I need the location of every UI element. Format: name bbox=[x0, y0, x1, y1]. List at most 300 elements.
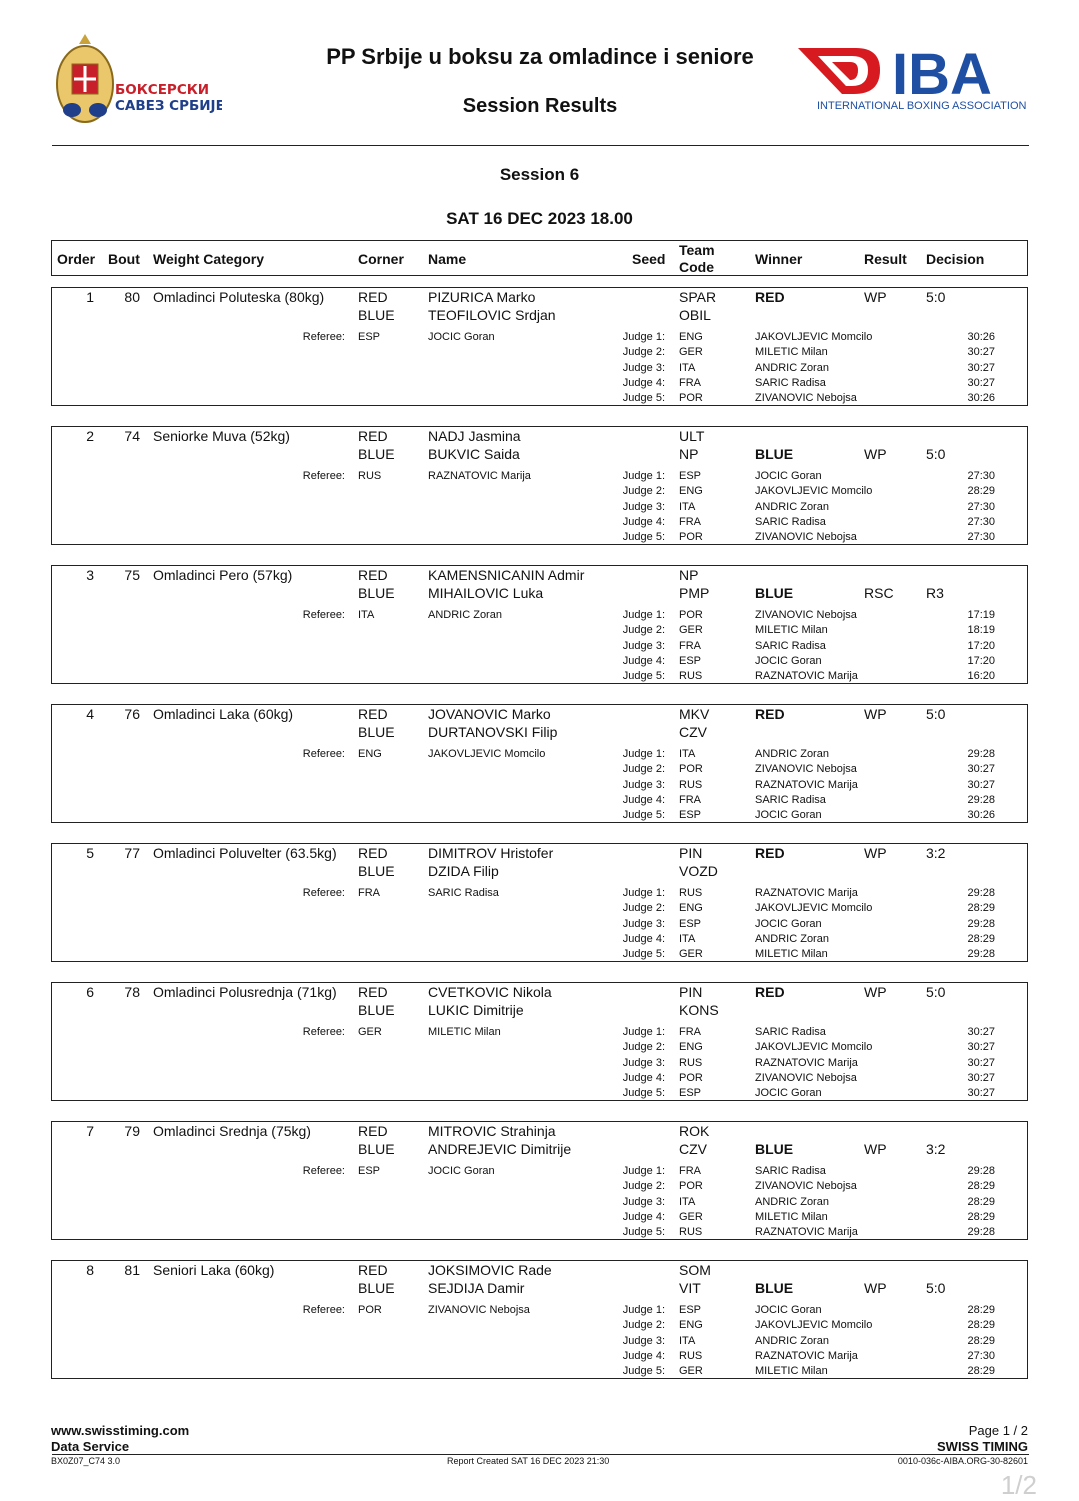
corner-blue: BLUE bbox=[358, 863, 395, 879]
judge-name: JAKOVLJEVIC Momcilo bbox=[755, 485, 873, 498]
corner-blue: BLUE bbox=[358, 724, 395, 740]
red-boxer-name: DIMITROV Hristofer bbox=[428, 845, 554, 861]
col-decision: Decision bbox=[926, 251, 985, 267]
judge-name: ZIVANOVIC Nebojsa bbox=[755, 609, 857, 621]
judge-score: 27:30 bbox=[967, 500, 995, 513]
winner: RED bbox=[755, 984, 785, 1000]
bout-number: 80 bbox=[124, 289, 140, 305]
bout-number: 81 bbox=[124, 1262, 140, 1278]
judge-country: ESP bbox=[679, 1087, 702, 1100]
red-team-code: SOM bbox=[679, 1262, 711, 1278]
blue-boxer-name: TEOFILOVIC Srdjan bbox=[428, 307, 556, 323]
blue-boxer-name: ANDREJEVIC Dimitrije bbox=[428, 1141, 572, 1157]
judge-name: ANDRIC Zoran bbox=[755, 500, 829, 513]
referee-name: JAKOVLJEVIC Momcilo bbox=[428, 748, 546, 760]
corner-blue: BLUE bbox=[358, 1280, 395, 1296]
judge-score: 30:27 bbox=[967, 778, 995, 791]
judge-score: 28:29 bbox=[967, 932, 995, 945]
judge-score: 30:26 bbox=[967, 809, 995, 822]
judge-score: 29:28 bbox=[967, 917, 995, 930]
judge-country: ITA bbox=[679, 500, 696, 513]
winner: BLUE bbox=[755, 446, 794, 462]
judge-label: Judge 5: bbox=[622, 670, 665, 683]
referee-label: Referee: bbox=[302, 609, 345, 621]
col-winner: Winner bbox=[755, 251, 803, 267]
judge-name: RAZNATOVIC Marija bbox=[755, 1056, 858, 1069]
judge-name: MILETIC Milan bbox=[755, 1365, 828, 1378]
red-boxer-name: PIZURICA Marko bbox=[428, 289, 536, 305]
red-boxer-name: KAMENSNICANIN Admir bbox=[428, 567, 585, 583]
blue-team-code: VOZD bbox=[679, 863, 718, 879]
referee-name: MILETIC Milan bbox=[428, 1026, 501, 1038]
blue-team-code: KONS bbox=[679, 1002, 719, 1018]
judge-name: JOCIC Goran bbox=[755, 1304, 822, 1316]
judge-country: ESP bbox=[679, 809, 702, 822]
judge-name: ZIVANOVIC Nebojsa bbox=[755, 392, 857, 405]
judge-score: 30:27 bbox=[967, 1071, 995, 1084]
blue-boxer-name: DURTANOVSKI Filip bbox=[428, 724, 558, 740]
blue-team-code: NP bbox=[679, 446, 699, 462]
referee-label: Referee: bbox=[302, 887, 345, 899]
judge-name: SARIC Radisa bbox=[755, 515, 826, 528]
judge-label: Judge 5: bbox=[622, 809, 665, 822]
judge-name: SARIC Radisa bbox=[755, 1026, 826, 1038]
judge-country: ITA bbox=[679, 1195, 696, 1208]
weight-category: Omladinci Pero (57kg) bbox=[153, 567, 293, 583]
judge-name: JAKOVLJEVIC Momcilo bbox=[755, 1319, 873, 1332]
judge-label: Judge 3: bbox=[622, 361, 665, 374]
judge-label: Judge 2: bbox=[622, 1041, 665, 1054]
bout-block bbox=[51, 565, 1028, 684]
referee-country: ESP bbox=[358, 1165, 381, 1177]
judge-label: Judge 1: bbox=[622, 470, 665, 482]
judge-score: 30:27 bbox=[967, 1056, 995, 1069]
referee-country: POR bbox=[358, 1304, 382, 1316]
judge-name: JAKOVLJEVIC Momcilo bbox=[755, 1041, 873, 1054]
red-team-code: PIN bbox=[679, 984, 703, 1000]
judge-country: GER bbox=[679, 624, 703, 637]
judge-label: Judge 2: bbox=[622, 624, 665, 637]
judge-label: Judge 1: bbox=[622, 887, 665, 899]
footer-doc-code: 0010-036c-AIBA.ORG-30-82601 bbox=[897, 1456, 1028, 1466]
col-team: Team bbox=[679, 242, 715, 258]
judge-country: ITA bbox=[679, 1334, 696, 1347]
bout-block bbox=[51, 287, 1028, 406]
judge-country: RUS bbox=[679, 778, 703, 791]
footer-code: BX0Z07_C74 3.0 bbox=[51, 1456, 121, 1466]
footer-swiss-timing: SWISS TIMING bbox=[937, 1439, 1028, 1454]
judge-country: ENG bbox=[679, 902, 703, 915]
red-boxer-name: NADJ Jasmina bbox=[428, 428, 521, 444]
judge-score: 28:29 bbox=[967, 1210, 995, 1223]
bout-order: 4 bbox=[86, 706, 94, 722]
judge-country: ITA bbox=[679, 748, 696, 760]
judge-score: 28:29 bbox=[967, 1304, 995, 1316]
judge-name: ZIVANOVIC Nebojsa bbox=[755, 1071, 857, 1084]
judge-country: FRA bbox=[679, 1026, 701, 1038]
judge-label: Judge 5: bbox=[622, 1226, 665, 1239]
judge-name: ANDRIC Zoran bbox=[755, 361, 829, 374]
winner: BLUE bbox=[755, 1280, 794, 1296]
judge-country: RUS bbox=[679, 1349, 703, 1362]
result: WP bbox=[864, 845, 887, 861]
referee-name: RAZNATOVIC Marija bbox=[428, 470, 531, 482]
col-order: Order bbox=[57, 251, 96, 267]
judge-name: ZIVANOVIC Nebojsa bbox=[755, 531, 857, 544]
referee-label: Referee: bbox=[302, 1026, 345, 1038]
judge-name: JOCIC Goran bbox=[755, 1087, 822, 1100]
red-team-code: NP bbox=[679, 567, 699, 583]
session-datetime: SAT 16 DEC 2023 18.00 bbox=[446, 209, 633, 228]
red-boxer-name: JOKSIMOVIC Rade bbox=[428, 1262, 552, 1278]
corner-red: RED bbox=[358, 289, 388, 305]
referee-country: FRA bbox=[358, 887, 380, 899]
judge-label: Judge 4: bbox=[622, 932, 665, 945]
judge-score: 30:27 bbox=[967, 361, 995, 374]
weight-category: Seniorke Muva (52kg) bbox=[153, 428, 290, 444]
judge-country: RUS bbox=[679, 887, 703, 899]
judge-score: 28:29 bbox=[967, 1319, 995, 1332]
judge-score: 28:29 bbox=[967, 485, 995, 498]
judge-score: 27:30 bbox=[967, 1349, 995, 1362]
col-code: Code bbox=[679, 259, 714, 275]
judge-score: 17:20 bbox=[967, 639, 995, 652]
judge-label: Judge 1: bbox=[622, 331, 665, 343]
iba-logo-text: IBA bbox=[892, 42, 992, 107]
judge-country: ITA bbox=[679, 361, 696, 374]
bout-order: 3 bbox=[86, 567, 94, 583]
judge-country: POR bbox=[679, 1180, 703, 1193]
blue-boxer-name: MIHAILOVIC Luka bbox=[428, 585, 544, 601]
judge-name: JOCIC Goran bbox=[755, 654, 822, 667]
judge-label: Judge 2: bbox=[622, 1180, 665, 1193]
footer-divider bbox=[52, 1454, 1029, 1455]
judge-country: RUS bbox=[679, 670, 703, 683]
judge-score: 30:27 bbox=[967, 376, 995, 389]
judge-score: 27:30 bbox=[967, 515, 995, 528]
judge-name: JOCIC Goran bbox=[755, 809, 822, 822]
judge-score: 29:28 bbox=[967, 748, 995, 760]
judge-country: POR bbox=[679, 609, 703, 621]
weight-category: Omladinci Poluvelter (63.5kg) bbox=[153, 845, 337, 861]
bout-number: 78 bbox=[124, 984, 140, 1000]
iba-logo-subtitle: INTERNATIONAL BOXING ASSOCIATION bbox=[817, 100, 1027, 112]
judge-label: Judge 2: bbox=[622, 346, 665, 359]
judge-label: Judge 2: bbox=[622, 485, 665, 498]
judge-name: SARIC Radisa bbox=[755, 376, 826, 389]
judge-label: Judge 4: bbox=[622, 793, 665, 806]
weight-category: Seniori Laka (60kg) bbox=[153, 1262, 275, 1278]
judge-country: POR bbox=[679, 763, 703, 776]
judge-label: Judge 1: bbox=[622, 1026, 665, 1038]
bout-number: 79 bbox=[124, 1123, 140, 1139]
judge-country: GER bbox=[679, 1365, 703, 1378]
decision: 5:0 bbox=[926, 1280, 946, 1296]
judge-name: JAKOVLJEVIC Momcilo bbox=[755, 331, 873, 343]
judge-country: FRA bbox=[679, 1165, 701, 1177]
red-team-code: SPAR bbox=[679, 289, 717, 305]
judge-country: FRA bbox=[679, 515, 701, 528]
referee-country: ENG bbox=[358, 748, 382, 760]
col-weight: Weight Category bbox=[153, 251, 264, 267]
session-title: Session 6 bbox=[499, 165, 580, 184]
corner-red: RED bbox=[358, 428, 388, 444]
red-team-code: PIN bbox=[679, 845, 703, 861]
blue-team-code: PMP bbox=[679, 585, 710, 601]
red-team-code: MKV bbox=[679, 706, 710, 722]
judge-name: RAZNATOVIC Marija bbox=[755, 887, 858, 899]
judge-label: Judge 4: bbox=[622, 654, 665, 667]
corner-blue: BLUE bbox=[358, 585, 395, 601]
judge-score: 30:27 bbox=[967, 763, 995, 776]
decision: 5:0 bbox=[926, 446, 946, 462]
footer-page: Page 1 / 2 bbox=[968, 1423, 1028, 1438]
judge-name: MILETIC Milan bbox=[755, 948, 828, 961]
judge-score: 18:19 bbox=[967, 624, 995, 637]
referee-label: Referee: bbox=[302, 1165, 345, 1177]
judge-label: Judge 3: bbox=[622, 1056, 665, 1069]
result: WP bbox=[864, 706, 887, 722]
judge-score: 30:27 bbox=[967, 346, 995, 359]
winner: RED bbox=[755, 289, 785, 305]
judge-name: RAZNATOVIC Marija bbox=[755, 1349, 858, 1362]
judge-label: Judge 1: bbox=[622, 1304, 665, 1316]
judge-country: RUS bbox=[679, 1056, 703, 1069]
judge-name: ZIVANOVIC Nebojsa bbox=[755, 1180, 857, 1193]
judge-country: ESP bbox=[679, 1304, 702, 1316]
judge-name: MILETIC Milan bbox=[755, 1210, 828, 1223]
judge-score: 29:28 bbox=[967, 1226, 995, 1239]
judge-label: Judge 5: bbox=[622, 1087, 665, 1100]
referee-country: RUS bbox=[358, 470, 382, 482]
judge-country: ESP bbox=[679, 470, 702, 482]
judge-label: Judge 2: bbox=[622, 763, 665, 776]
judge-label: Judge 4: bbox=[622, 1349, 665, 1362]
blue-boxer-name: DZIDA Filip bbox=[428, 863, 499, 879]
blue-boxer-name: BUKVIC Saida bbox=[428, 446, 520, 462]
result: WP bbox=[864, 289, 887, 305]
judge-name: JAKOVLJEVIC Momcilo bbox=[755, 902, 873, 915]
result: WP bbox=[864, 984, 887, 1000]
weight-category: Omladinci Poluteska (80kg) bbox=[153, 289, 325, 305]
judge-score: 27:30 bbox=[967, 470, 995, 482]
federation-logo-line1: БОКСЕРСКИ bbox=[115, 82, 210, 98]
referee-name: SARIC Radisa bbox=[428, 887, 499, 899]
judge-country: ESP bbox=[679, 654, 702, 667]
blue-boxer-name: LUKIC Dimitrije bbox=[428, 1002, 524, 1018]
corner-blue: BLUE bbox=[358, 307, 395, 323]
judge-score: 28:29 bbox=[967, 1195, 995, 1208]
bout-order: 1 bbox=[86, 289, 94, 305]
red-boxer-name: MITROVIC Strahinja bbox=[428, 1123, 556, 1139]
judge-country: ENG bbox=[679, 331, 703, 343]
judge-country: POR bbox=[679, 392, 703, 405]
referee-name: JOCIC Goran bbox=[428, 1165, 495, 1177]
col-corner: Corner bbox=[358, 251, 404, 267]
judge-score: 29:28 bbox=[967, 948, 995, 961]
referee-name: ZIVANOVIC Nebojsa bbox=[428, 1304, 530, 1316]
bout-block bbox=[51, 982, 1028, 1101]
referee-label: Referee: bbox=[302, 1304, 345, 1316]
bout-number: 76 bbox=[124, 706, 140, 722]
referee-country: ITA bbox=[358, 609, 375, 621]
judge-country: FRA bbox=[679, 793, 701, 806]
judge-country: ITA bbox=[679, 932, 696, 945]
judge-name: SARIC Radisa bbox=[755, 793, 826, 806]
judge-name: ZIVANOVIC Nebojsa bbox=[755, 763, 857, 776]
corner-blue: BLUE bbox=[358, 1141, 395, 1157]
bout-block bbox=[51, 704, 1028, 823]
page-overlay-indicator: 1/2 bbox=[1000, 1470, 1037, 1500]
blue-boxer-name: SEJDIJA Damir bbox=[428, 1280, 525, 1296]
judge-name: ANDRIC Zoran bbox=[755, 1195, 829, 1208]
judge-label: Judge 1: bbox=[622, 609, 665, 621]
corner-red: RED bbox=[358, 984, 388, 1000]
blue-team-code: CZV bbox=[679, 724, 707, 740]
judge-label: Judge 4: bbox=[622, 1210, 665, 1223]
judge-label: Judge 3: bbox=[622, 639, 665, 652]
referee-name: JOCIC Goran bbox=[428, 331, 495, 343]
judge-name: ANDRIC Zoran bbox=[755, 748, 829, 760]
referee-label: Referee: bbox=[302, 748, 345, 760]
referee-label: Referee: bbox=[302, 470, 345, 482]
judge-country: FRA bbox=[679, 376, 701, 389]
judge-score: 30:27 bbox=[967, 1041, 995, 1054]
decision: 3:2 bbox=[926, 845, 946, 861]
weight-category: Omladinci Laka (60kg) bbox=[153, 706, 294, 722]
corner-red: RED bbox=[358, 706, 388, 722]
judge-name: MILETIC Milan bbox=[755, 624, 828, 637]
judge-score: 29:28 bbox=[967, 793, 995, 806]
corner-red: RED bbox=[358, 1123, 388, 1139]
judge-name: SARIC Radisa bbox=[755, 1165, 826, 1177]
winner: RED bbox=[755, 845, 785, 861]
corner-blue: BLUE bbox=[358, 1002, 395, 1018]
judge-label: Judge 3: bbox=[622, 917, 665, 930]
col-name: Name bbox=[428, 251, 467, 267]
bout-order: 5 bbox=[86, 845, 94, 861]
bout-order: 8 bbox=[86, 1262, 94, 1278]
judge-score: 30:26 bbox=[967, 392, 995, 405]
judge-name: ANDRIC Zoran bbox=[755, 932, 829, 945]
judge-label: Judge 5: bbox=[622, 948, 665, 961]
decision: 5:0 bbox=[926, 706, 946, 722]
bout-number: 74 bbox=[124, 428, 140, 444]
judge-score: 28:29 bbox=[967, 902, 995, 915]
winner: BLUE bbox=[755, 585, 794, 601]
judge-country: GER bbox=[679, 1210, 703, 1223]
judge-score: 30:27 bbox=[967, 1087, 995, 1100]
referee-name: ANDRIC Zoran bbox=[428, 609, 502, 621]
blue-team-code: OBIL bbox=[679, 307, 711, 323]
judge-label: Judge 5: bbox=[622, 392, 665, 405]
judge-score: 30:27 bbox=[967, 1026, 995, 1038]
red-team-code: ULT bbox=[679, 428, 705, 444]
judge-name: SARIC Radisa bbox=[755, 639, 826, 652]
judge-score: 28:29 bbox=[967, 1180, 995, 1193]
decision: R3 bbox=[926, 585, 944, 601]
bout-block bbox=[51, 1260, 1028, 1379]
decision: 3:2 bbox=[926, 1141, 946, 1157]
decision: 5:0 bbox=[926, 289, 946, 305]
blue-team-code: CZV bbox=[679, 1141, 707, 1157]
judge-score: 28:29 bbox=[967, 1334, 995, 1347]
bout-number: 77 bbox=[124, 845, 140, 861]
judge-country: ENG bbox=[679, 1319, 703, 1332]
bout-order: 6 bbox=[86, 984, 94, 1000]
judge-country: ESP bbox=[679, 917, 702, 930]
judge-score: 17:19 bbox=[967, 609, 995, 621]
bout-number: 75 bbox=[124, 567, 140, 583]
red-boxer-name: JOVANOVIC Marko bbox=[428, 706, 551, 722]
judge-name: RAZNATOVIC Marija bbox=[755, 1226, 858, 1239]
red-team-code: ROK bbox=[679, 1123, 710, 1139]
corner-blue: BLUE bbox=[358, 446, 395, 462]
bout-block bbox=[51, 1121, 1028, 1240]
judge-name: MILETIC Milan bbox=[755, 346, 828, 359]
referee-country: GER bbox=[358, 1026, 382, 1038]
judge-label: Judge 3: bbox=[622, 1334, 665, 1347]
judge-score: 29:28 bbox=[967, 887, 995, 899]
judge-country: GER bbox=[679, 948, 703, 961]
judge-score: 17:20 bbox=[967, 654, 995, 667]
result: WP bbox=[864, 1141, 887, 1157]
footer-report-created: Report Created SAT 16 DEC 2023 21:30 bbox=[447, 1456, 610, 1466]
decision: 5:0 bbox=[926, 984, 946, 1000]
judge-country: FRA bbox=[679, 639, 701, 652]
judge-label: Judge 5: bbox=[622, 1365, 665, 1378]
judge-label: Judge 5: bbox=[622, 531, 665, 544]
footer-data-service: Data Service bbox=[51, 1439, 130, 1454]
judge-label: Judge 1: bbox=[622, 1165, 665, 1177]
page-title: PP Srbije u boksu za omladince i seniore bbox=[326, 44, 754, 69]
judge-label: Judge 2: bbox=[622, 1319, 665, 1332]
judge-country: ENG bbox=[679, 1041, 703, 1054]
referee-country: ESP bbox=[358, 331, 381, 343]
result: WP bbox=[864, 446, 887, 462]
referee-label: Referee: bbox=[302, 331, 345, 343]
judge-country: POR bbox=[679, 1071, 703, 1084]
header-divider bbox=[52, 145, 1029, 146]
judge-name: JOCIC Goran bbox=[755, 917, 822, 930]
judge-label: Judge 4: bbox=[622, 515, 665, 528]
judge-score: 16:20 bbox=[967, 670, 995, 683]
corner-red: RED bbox=[358, 845, 388, 861]
result: WP bbox=[864, 1280, 887, 1296]
judge-score: 29:28 bbox=[967, 1165, 995, 1177]
bout-order: 7 bbox=[86, 1123, 94, 1139]
col-result: Result bbox=[864, 251, 907, 267]
footer-website: www.swisstiming.com bbox=[51, 1423, 190, 1438]
page-subtitle: Session Results bbox=[462, 95, 618, 117]
judge-score: 27:30 bbox=[967, 531, 995, 544]
winner: RED bbox=[755, 706, 785, 722]
corner-red: RED bbox=[358, 1262, 388, 1278]
weight-category: Omladinci Srednja (75kg) bbox=[153, 1123, 311, 1139]
federation-logo-line2: САВЕЗ СРБИЈЕ bbox=[115, 98, 222, 114]
col-bout: Bout bbox=[108, 251, 140, 267]
judge-label: Judge 3: bbox=[622, 500, 665, 513]
bout-block bbox=[51, 843, 1028, 962]
judge-name: RAZNATOVIC Marija bbox=[755, 670, 858, 683]
judge-score: 28:29 bbox=[967, 1365, 995, 1378]
judge-country: RUS bbox=[679, 1226, 703, 1239]
judge-name: ANDRIC Zoran bbox=[755, 1334, 829, 1347]
blue-team-code: VIT bbox=[679, 1280, 701, 1296]
judge-country: POR bbox=[679, 531, 703, 544]
col-seed: Seed bbox=[632, 251, 666, 267]
judge-label: Judge 4: bbox=[622, 1071, 665, 1084]
